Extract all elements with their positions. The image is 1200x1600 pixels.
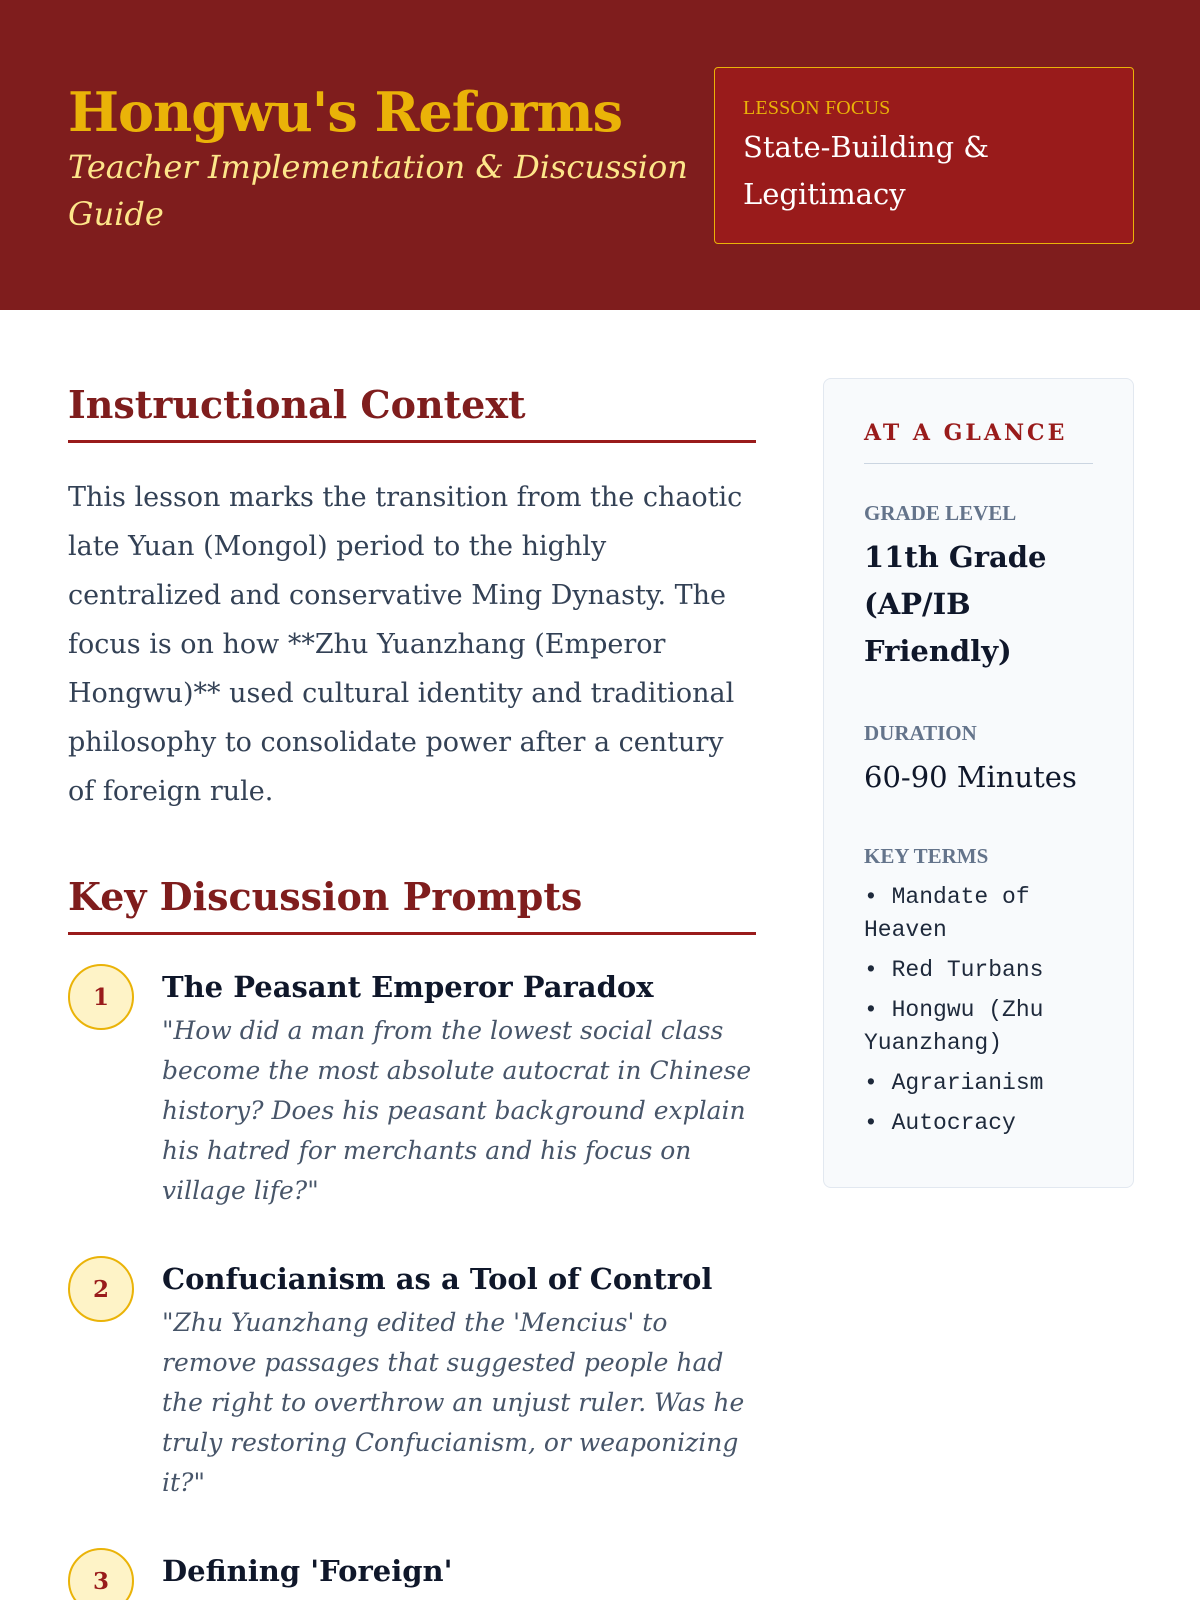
key-term-item: • Agrarianism [864, 1070, 1044, 1096]
key-terms-label: KEY TERMS [864, 844, 989, 868]
key-term-item: • Hongwu (Zhu Yuanzhang) [864, 997, 1044, 1056]
grade-level-label: GRADE LEVEL [864, 501, 1017, 525]
lesson-focus-box [714, 67, 1134, 244]
context-heading: Instructional Context [68, 378, 756, 443]
prompt-title: Defining 'Foreign' [162, 1554, 453, 1588]
prompt-number-badge: 2 [68, 1256, 134, 1322]
key-term-item: • Red Turbans [864, 957, 1044, 983]
prompt-title: Confucianism as a Tool of Control [162, 1262, 713, 1296]
sidebar-heading: AT A GLANCE [864, 417, 1093, 464]
prompt-number-badge: 3 [68, 1548, 134, 1600]
prompt-item [68, 1547, 756, 1595]
lesson-focus-value: State-Building & Legitimacy [743, 130, 990, 211]
duration-label: DURATION [864, 721, 977, 745]
key-term-item: • Mandate of Heaven [864, 884, 1030, 943]
prompt-quote: "Zhu Yuanzhang edited the 'Mencius' to remove passages that suggested people had the right to overthrow an unjust ruler. Was he truly restoring Confucianism, or weaponizing it?" [162, 1308, 745, 1497]
at-a-glance-panel [823, 378, 1134, 1188]
page-title: Hongwu's Reforms [68, 80, 623, 144]
prompt-quote: "How did a man from the lowest social class become the most absolute autocrat in Chinese history? Does his peasant background explain his hatred for merchants and his focus on village life?" [162, 1016, 752, 1205]
lesson-focus-label: LESSON FOCUS [743, 97, 891, 119]
main-content [68, 378, 756, 1595]
prompt-number-badge: 1 [68, 964, 134, 1030]
duration-value: 60-90 Minutes [864, 760, 1077, 794]
context-paragraph: This lesson marks the transition from the chaotic late Yuan (Mongol) period to the highly centralized and conservative Ming Dynasty. The focus is on how **Zhu Yuanzhang (Emperor Hongwu)** used cultural identity and traditional philosophy to consolidate power after a century of foreign rule. [68, 482, 743, 807]
prompt-title: The Peasant Emperor Paradox [162, 970, 654, 1004]
grade-level-value: 11th Grade (AP/IB Friendly) [864, 540, 1047, 668]
prompts-heading: Key Discussion Prompts [68, 870, 756, 935]
key-terms-list [864, 881, 1093, 1140]
prompt-item [68, 1255, 756, 1503]
page-subtitle: Teacher Implementation & Discussion Guide [68, 148, 688, 233]
prompt-item [68, 963, 756, 1211]
key-term-item: • Autocracy [864, 1110, 1016, 1136]
page-header [0, 0, 1200, 310]
